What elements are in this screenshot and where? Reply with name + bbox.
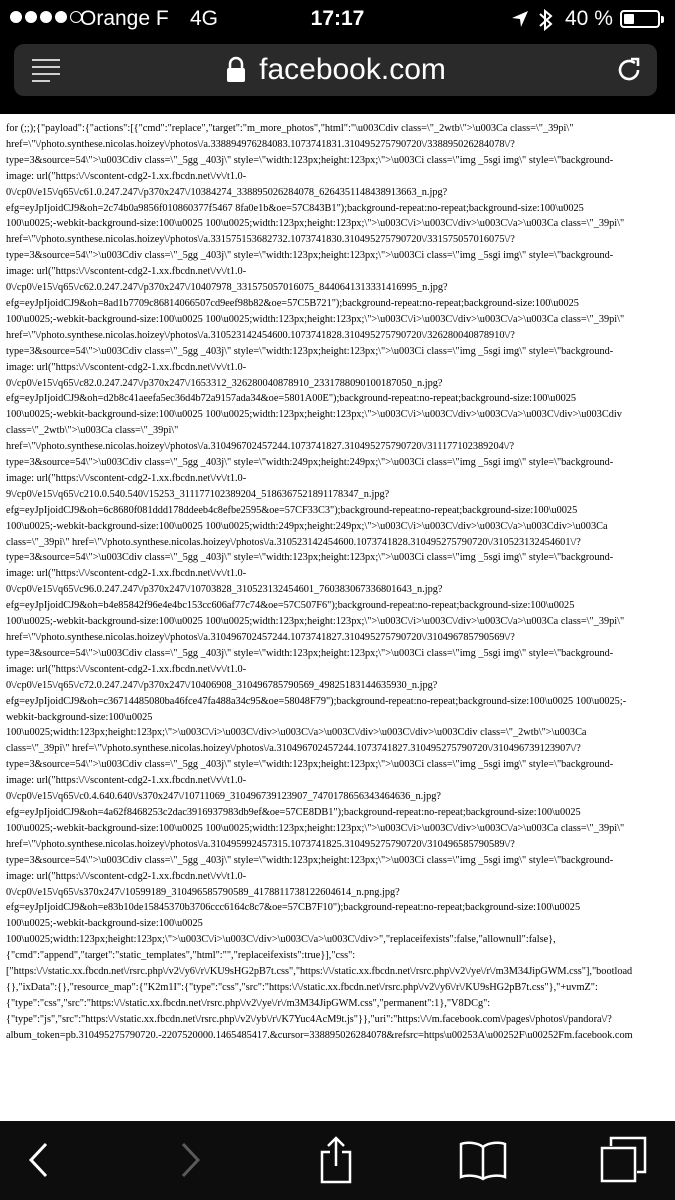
bookmarks-button[interactable] (455, 1135, 511, 1185)
forward-chevron-icon (177, 1141, 203, 1179)
battery-icon (620, 10, 660, 28)
status-bar (0, 0, 675, 38)
lock-icon (225, 57, 247, 83)
network-type: 4G (190, 7, 219, 30)
page-content (6, 121, 675, 1041)
battery-percent: 40 % (565, 7, 613, 30)
location-arrow-icon (510, 9, 530, 35)
reload-icon[interactable] (615, 56, 643, 84)
forward-button[interactable] (165, 1135, 215, 1185)
browser-toolbar (0, 1121, 675, 1200)
back-chevron-icon (26, 1141, 52, 1179)
tabs-button[interactable] (598, 1135, 648, 1185)
carrier-name: Orange F (80, 7, 169, 30)
book-icon (458, 1139, 508, 1181)
share-icon (316, 1136, 356, 1184)
bluetooth-icon (537, 7, 555, 39)
tabs-icon (599, 1136, 647, 1184)
raw-response-text: for (;;);{"payload":{"actions":[{"cmd":"replace","target":"m_more_photos","html":"\u003Cdiv class=\"_2wtb\">\u003Ca class=\"_39pi\" href=\"\/photo.synthese.nicolas.hoizey\/photos\/a.338894976284083.1073741831.310495275790720\/338895026284078\/? type=3&source=54\">\u003Cdiv class=\"_5gg _403j\" style=\"width:123px;height:123px;\">\u003Ci class=\"img _5sgi img\" style=\"background- image: url("https:\/\/scontent-cdg2-1.xx.fbcdn.net\/v\/t1.0- 0\/cp0\/e15\/q65\/c61.0.247.247\/p370x247\/10384274_338895026284078_6264351148438913663_n.jpg? efg=eyJpIjoidCJ9&oh=2c74b0a9856f010860377f5467 8fa0e1b&oe=57C843B1");background-repeat:no-repeat;background-size:100\u0025 100\u0025;-webkit-background-size:100\u0025 100\u0025;width:123px;height:123px;\">\u003C\/i>\u003C\/div>\u003C\/a>\u003Ca class=\"_39pi\" href=\"\/photo.synthese.nicolas.hoizey\/photos\/a.331575153682732.1073741830.310495275790720\/331575057016075\/? type=3&source=54\">\u003Cdiv class=\"_5gg _403j\" style=\"width:123px;height:123px;\">\u003Ci class=\"img _5sgi img\" style=\"background- image: url("https:\/\/scontent-cdg2-1.xx.fbcdn.net\/v\/t1.0- 0\/cp0\/e15\/q65\/c62.0.247.247\/p370x247\/10407978_331575057016075_8440641313331416995_n.jpg? efg=eyJpIjoidCJ9&oh=8ad1b7709c86814066507cd9eef98b82&oe=57C5B721");background-repeat:no-repeat;background-size:100\u0025 100\u0025;-webkit-background-size:100\u0025 100\u0025;width:123px;height:123px;\">\u003C\/i>\u003C\/div>\u003C\/a>\u003Ca class=\"_39pi\" href=\"\/photo.synthese.nicolas.hoizey\/photos\/a.310523142454600.1073741828.310495275790720\/326280040878910\/? type=3&source=54\">\u003Cdiv class=\"_5gg _403j\" style=\"width:123px;height:123px;\">\u003Ci class=\"img _5sgi img\" style=\"background- image: url("https:\/\/scontent-cdg2-1.xx.fbcdn.net\/v\/t1.0- 0\/cp0\/e15\/q65\/c82.0.247.247\/p370x247\/1653312_326280040878910_2331788090100187050_n.jpg? efg=eyJpIjoidCJ9&oh=d2b8c41aeefa5ec36d4b72a9157ada34&oe=5801A00E");background-repeat:no-repeat;background-size:100\u0025 100\u0025;-webkit-background-size:100\u0025 100\u0025;width:123px;height:123px;\">\u003C\/i>\u003C\/div>\u003C\/a>\u003C\/div>\u003Cdiv class=\"_2wtb\">\u003Ca class=\"_39pi\" href=\"\/photo.synthese.nicolas.hoizey\/photos\/a.310496702457244.1073741827.310495275790720\/311177102389204\/? type=3&source=54\">\u003Cdiv class=\"_5gg _403j\" style=\"width:249px;height:249px;\">\u003Ci class=\"img _5sgi img\" style=\"background- image: url("https:\/\/scontent-cdg2-1.xx.fbcdn.net\/v\/t1.0- 9\/cp0\/e15\/q65\/c210.0.540.540\/15253_311177102389204_5186367521891178347_n.jpg? efg=eyJpIjoidCJ9&oh=6c8680f081ddd178ddeeb4c8efbe2595&oe=57CF33C3");background-repeat:no-repeat;background-size:100\u0025 100\u0025;-webkit-background-size:100\u0025 100\u0025;width:249px;height:249px;\">\u003C\/i>\u003C\/div>\u003C\/a>\u003Cdiv>\u003Ca class=\"_39pi\" href=\"\/photo.synthese.nicolas.hoizey\/photos\/a.310523142454600.1073741828.310495275790720\/310523132454601\/? type=3&source=54\">\u003Cdiv class=\"_5gg _403j\" style=\"width:123px;height:123px;\">\u003Ci class=\"img _5sgi img\" style=\"background- image: url("https:\/\/scontent-cdg2-1.xx.fbcdn.net\/v\/t1.0- 0\/cp0\/e15\/q65\/c96.0.247.247\/p370x247\/10703828_310523132454601_760383067336801643_n.jpg? efg=eyJpIjoidCJ9&oh=b4e85842f96e4e4bc153cc606af77c74&oe=57C507F6");background-repeat:no-repeat;background-size:100\u0025 100\u0025;-webkit-background-size:100\u0025 100\u0025;width:123px;height:123px;\">\u003C\/i>\u003C\/div>\u003C\/a>\u003Ca class=\"_39pi\" href=\"\/photo.synthese.nicolas.hoizey\/photos\/a.310496702457244.1073741827.310495275790720\/310496785790569\/? type=3&source=54\">\u003Cdiv class=\"_5gg _403j\" style=\"width:123px;height:123px;\">\u003Ci class=\"img _5sgi img\" style=\"background- image: url("https:\/\/scontent-cdg2-1.xx.fbcdn.net\/v\/t1.0- 0\/cp0\/e15\/q65\/c72.0.247.247\/p370x247\/10406908_310496785790569_49825183144635930_n.jpg? efg=eyJpIjoidCJ9&oh=c36714485080ba46fce47fa488a34c95&oe=58048F79");background-repeat:no-repeat;background-size:100\u0025 100\u0025;- webkit-background-size:100\u0025 100\u0025;width:123px;height:123px;\">\u003C\/i>\u003C\/div>\u003C\/a>\u003C\/div>\u003C\/div>\u003Cdiv class=\"_2wtb\">\u003Ca class=\"_39pi\" href=\"\/photo.synthese.nicolas.hoizey\/photos\/a.310496702457244.1073741827.310495275790720\/310496739123907\/? type=3&source=54\">\u003Cdiv class=\"_5gg _403j\" style=\"width:123px;height:123px;\">\u003Ci class=\"img _5sgi img\" style=\"background- image: url("https:\/\/scontent-cdg2-1.xx.fbcdn.net\/v\/t1.0- 0\/cp0\/e15\/q65\/c0.4.640.640\/s370x247\/10711069_310496739123907_7470178656343464636_n.jpg? efg=eyJpIjoidCJ9&oh=4a62f8468253c2dac3916937983db9ef&oe=57CE8DB1");background-repeat:no-repeat;background-size:100\u0025 100\u0025;-webkit-background-size:100\u0025 100\u0025;width:123px;height:123px;\">\u003C\/i>\u003C\/div>\u003C\/a>\u003Ca class=\"_39pi\" href=\"\/photo.synthese.nicolas.hoizey\/photos\/a.310495992457315.1073741825.310495275790720\/310496585790589\/? type=3&source=54\">\u003Cdiv class=\"_5gg _403j\" style=\"width:123px;height:123px;\">\u003Ci class=\"img _5sgi img\" style=\"background- image: url("https:\/\/scontent-cdg2-1.xx.fbcdn.net\/v\/t1.0- 0\/cp0\/e15\/q65\/s370x247\/10599189_310496585790589_4178811738122604614_n.png.jpg? efg=eyJpIjoidCJ9&oh=e83b10de15845370b3706ccc6164c8c7&oe=57CB7F10");background-repeat:no-repeat;background-size:100\u0025 100\u0025;-webkit-background-size:100\u0025 100\u0025;width:123px;height:123px;\">\u003C\/i>\u003C\/div>\u003C\/a>\u003C\/div>","replaceifexists":false,"allownull":false}, {"cmd":"append","target":"static_templates","html":"","replaceifexists":true}],"css": ["https:\/\/static.xx.fbcdn.net\/rsrc.php\/v2\/y6\/r\/KU9sHG2pB7t.css","https:\/\/static.xx.fbcdn.net\/rsrc.php\/v2\/ye\/r\/m3M34JipGWM.css"],"bootload {},"ixData":{},"resource_map":{"K2m1I":{"type":"css","src":"https:\/\/static.xx.fbcdn.net\/rsrc.php\/v2\/y6\/r\/KU9sHG2pB7t.css"},"+uvmZ": {"type":"css","src":"https:\/\/static.xx.fbcdn.net\/rsrc.php\/v2\/ye\/r\/m3M34JipGWM.css","permanent":1},"V8DCg": {"type":"js","src":"https:\/\/static.xx.fbcdn.net\/rsrc.php\/v2\/yb\/r\/K7Yuc4AcM9t.js"}},"uri":"https:\/\/m.facebook.com\/pages\/photos\/pandora\/? album_token=pb.310495275790720.-2207520000.1465485417.&cursor=338895026284078&refsrc=https\u00253A\u00252F\u00252Fm.facebook.com (6, 123, 633, 1041)
back-button[interactable] (14, 1135, 64, 1185)
status-time: 17:17 (310, 7, 365, 30)
share-button[interactable] (311, 1135, 361, 1185)
browser-chrome (0, 0, 675, 114)
address-bar[interactable] (14, 44, 657, 96)
url-display[interactable] (14, 44, 657, 96)
url-domain: facebook.com (259, 53, 446, 86)
